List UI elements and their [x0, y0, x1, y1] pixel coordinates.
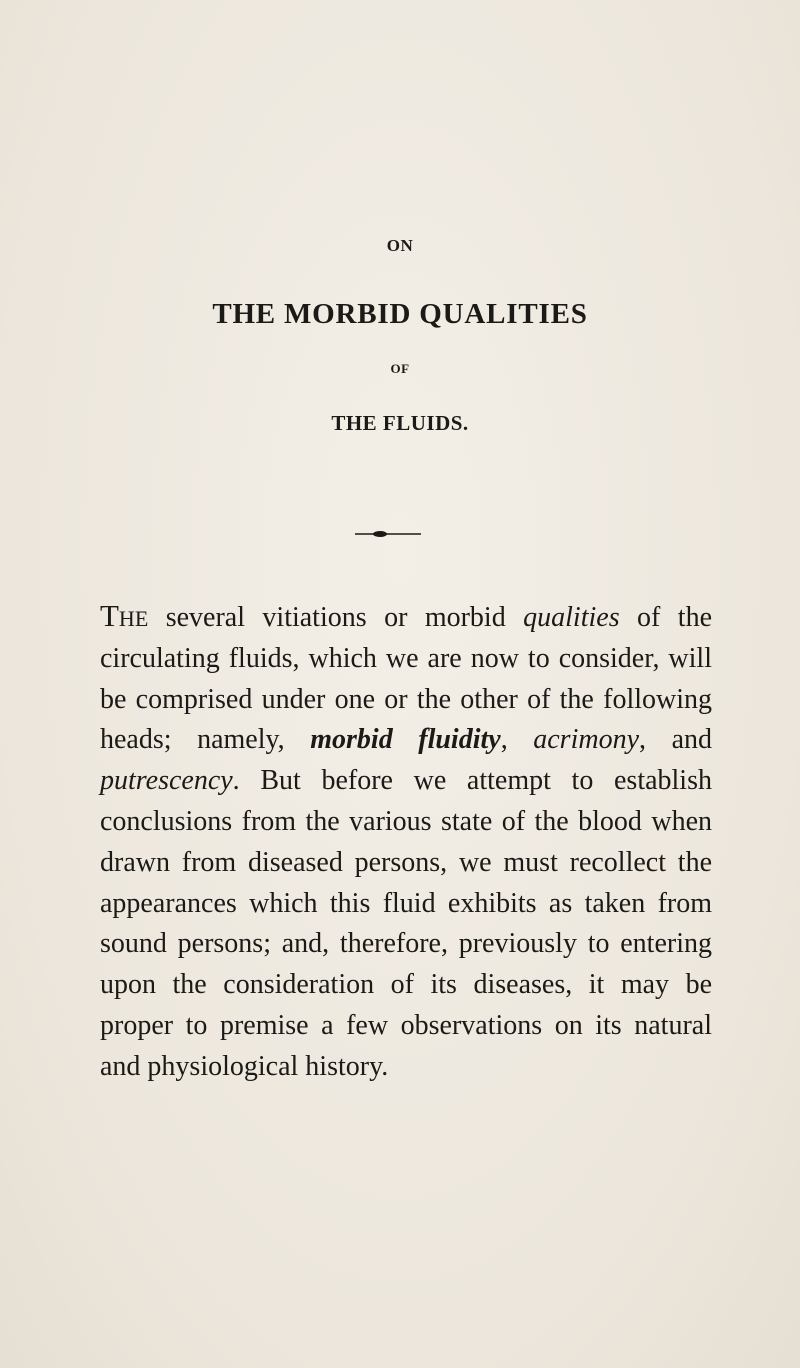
text-run: several vitiations or morbid: [148, 602, 524, 633]
chapter-subtitle: THE FLUIDS.: [331, 411, 469, 435]
text-run: of the circulating fluids, which we are now to consider, will be comprised under one or the other of the following heads; namely,: [100, 602, 713, 756]
italic-term: acrimony: [533, 724, 640, 756]
lead-word: The: [100, 598, 149, 633]
heading-on: ON: [386, 236, 414, 255]
text-run: . But before we attempt to establish conclusions from the various state of the blood when drawn from diseased persons, we must recollect the appearances which this fluid exhibits as taken from sound persons; and, therefore, previously to entering upon the consideration of its diseases, it may be proper to premise a few observations on its natural and physiological history.: [100, 765, 712, 1082]
italic-term: qualities: [523, 602, 620, 633]
text-run: ,: [500, 724, 534, 756]
italic-term: morbid fluidity: [310, 724, 501, 756]
chapter-title: THE MORBID QUALITIES: [212, 298, 588, 330]
ornament-rule-icon: [355, 529, 421, 539]
italic-term: putrescency: [100, 765, 233, 797]
heading-of: OF: [390, 361, 410, 376]
text-run: , and: [639, 724, 712, 756]
body-paragraph: [100, 596, 712, 1088]
